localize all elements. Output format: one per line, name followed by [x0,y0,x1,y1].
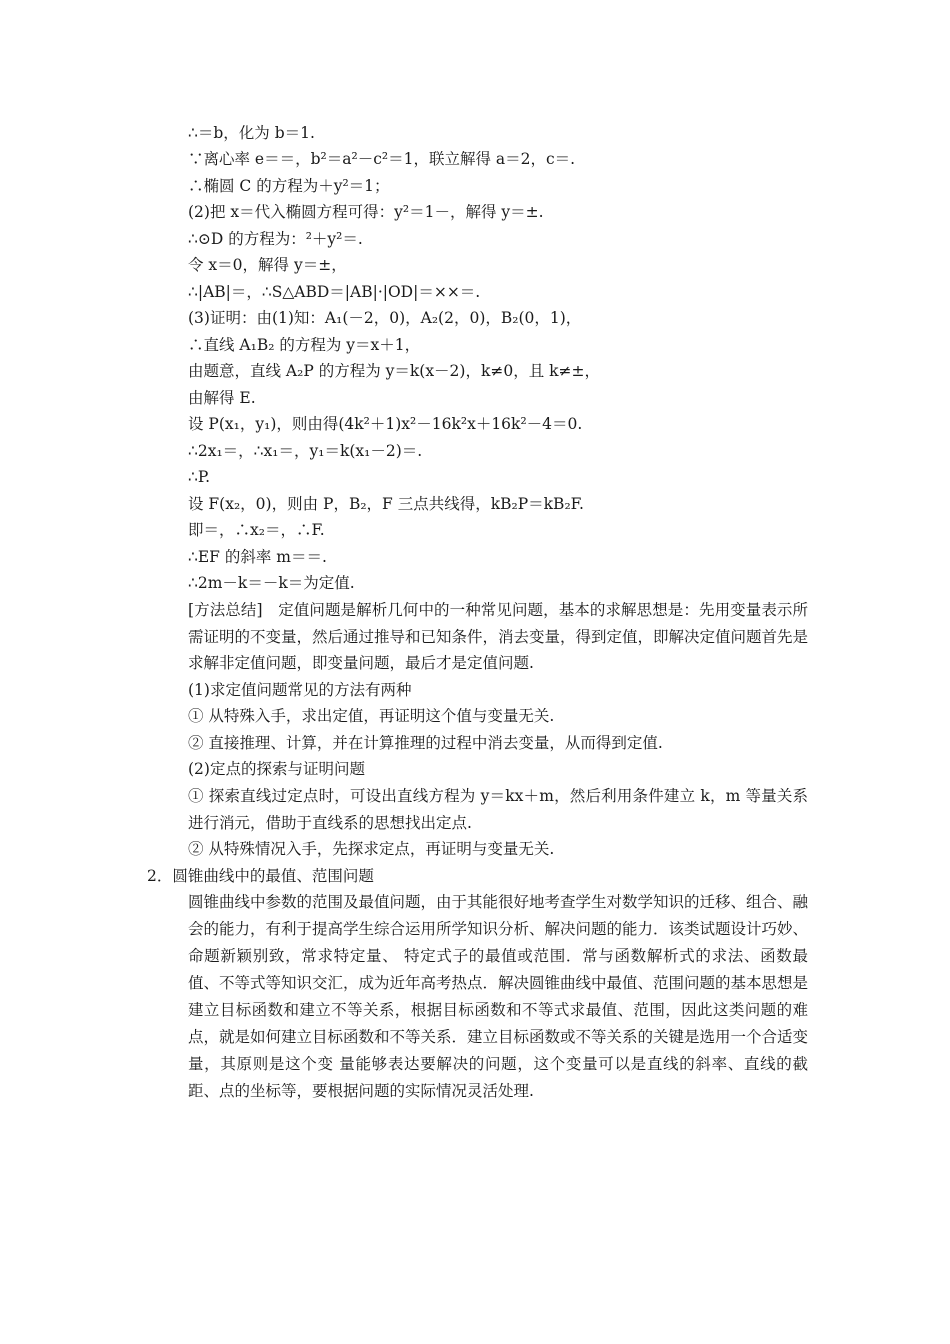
solution-line-6: 令 x＝0，解得 y＝±， [188,256,347,274]
summary-item-1a: ① 从特殊入手，求出定值，再证明这个值与变量无关. [188,707,555,725]
solution-line-8: (3)证明：由(1)知：A₁(－2，0)，A₂(2，0)，B₂(0，1)， [188,309,582,327]
solution-line-16: 即＝，∴x₂＝，∴F. [188,521,325,539]
solution-line-11: 由解得 E. [188,389,256,407]
solution-line-1: ∴＝b，化为 b＝1. [188,124,315,142]
solution-line-15: 设 F(x₂，0)，则由 P，B₂，F 三点共线得，kB₂P＝kB₂F. [188,495,584,513]
solution-line-12: 设 P(x₁，y₁)，则由得(4k²＋1)x²－16k²x＋16k²－4＝0. [188,415,583,433]
solution-line-5: ∴⊙D 的方程为：²＋y²＝. [188,230,363,248]
summary-item-1: (1)求定值问题常见的方法有两种 [188,681,412,699]
method-summary-paragraph: [方法总结] 定值问题是解析几何中的一种常见问题，基本的求解思想是：先用变量表示所需证明的不变量，然后通过推导和已知条件，消去变量，得到定值，即解决定值问题首先是求解非定值问题，即变量问题，最后才是定值问题. [188,601,809,672]
solution-line-10: 由题意，直线 A₂P 的方程为 y＝k(x－2)，k≠0，且 k≠±， [188,362,600,380]
summary-item-2: (2)定点的探索与证明问题 [188,760,365,778]
summary-item-2b: ② 从特殊情况入手，先探求定点，再证明与变量无关. [188,840,555,858]
section-2-heading: 2．圆锥曲线中的最值、范围问题 [147,867,374,885]
solution-line-18: ∴2m－k＝－k＝为定值. [188,574,355,592]
solution-line-13: ∴2x₁＝，∴x₁＝，y₁＝k(x₁－2)＝. [188,442,423,460]
solution-line-9: ∴直线 A₁B₂ 的方程为 y＝x＋1， [188,336,421,354]
solution-line-2: ∵离心率 e＝＝，b²＝a²－c²＝1，联立解得 a＝2，c＝. [188,150,576,168]
summary-item-1b: ② 直接推理、计算，并在计算推理的过程中消去变量，从而得到定值. [188,734,663,752]
solution-line-3: ∴椭圆 C 的方程为＋y²＝1； [188,177,390,195]
solution-line-7: ∴|AB|＝，∴S△ABD＝|AB|·|OD|＝××＝. [188,283,481,301]
section-2-body: 圆锥曲线中参数的范围及最值问题，由于其能很好地考查学生对数学知识的迁移、组合、融会的能力，有利于提高学生综合运用所学知识分析、解决问题的能力．该类试题设计巧妙、命题新颖别致，常求特定量、 特定式子的最值或范围．常与函数解析式的求法、函数最值、不等式等知识交汇，成为近年高考热点．解决圆锥曲线中最值、范围问题的基本思想是建立目标函数和建立不等关系，根据目标函数和不等式求最值、范围，因此这类问题的难点，就是如何建立目标函数和不等关系．建立目标函数或不等关系的关键是选用一个合适变量，其原则是这个变 量能够表达要解决的问题，这个变量可以是直线的斜率、直线的截距、点的坐标等，要根据问题的实际情况灵活处理. [188,893,809,1100]
solution-line-14: ∴P. [188,468,211,486]
solution-line-17: ∴EF 的斜率 m＝＝. [188,548,327,566]
solution-line-4: (2)把 x＝代入椭圆方程可得：y²＝1－，解得 y＝±. [188,203,544,221]
summary-item-2a: ① 探索直线过定点时，可设出直线方程为 y＝kx＋m，然后利用条件建立 k，m 等量关系进行消元，借助于直线系的思想找出定点. [188,787,808,832]
